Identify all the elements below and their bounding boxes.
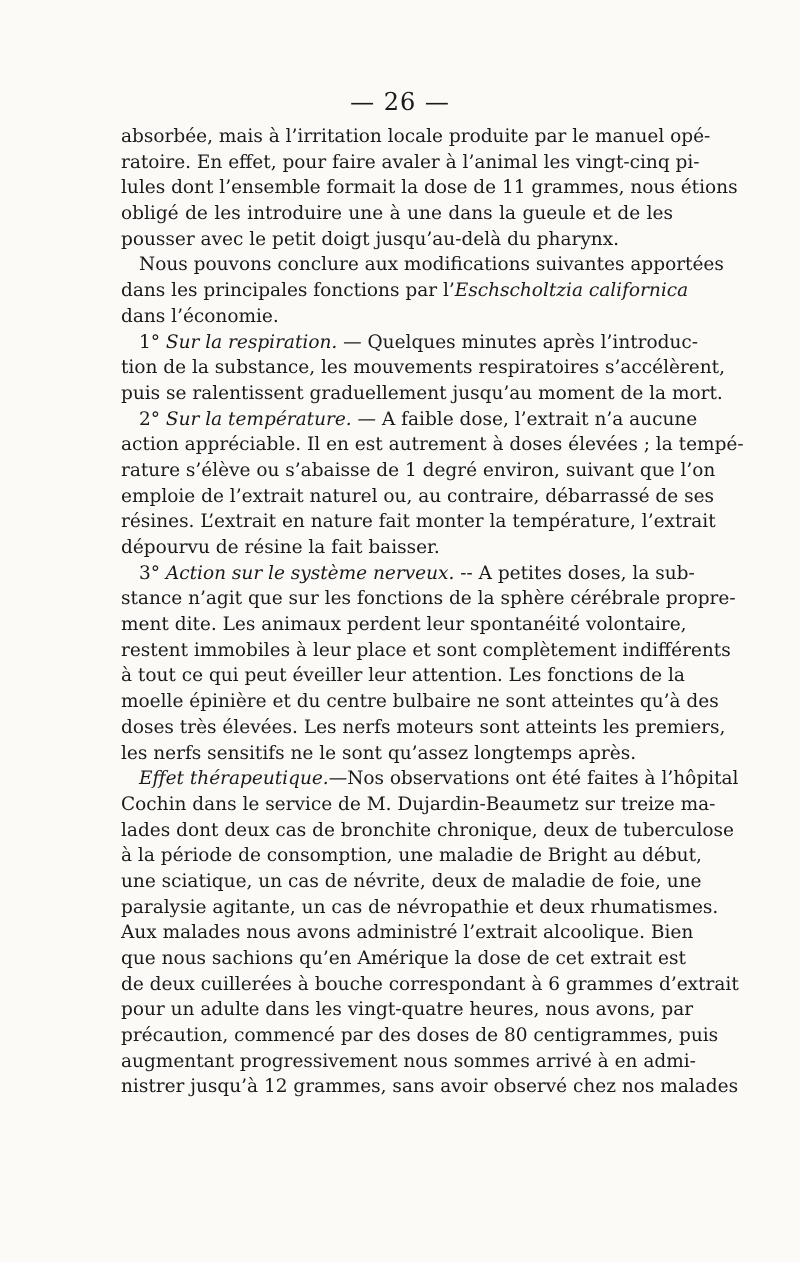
- line-text: —Nos observations ont été faites à l’hôpital: [328, 768, 739, 790]
- text-line: absorbée, mais à l’irritation locale produite par le manuel opé-: [121, 126, 711, 147]
- line-text: -- A petites doses, la sub-: [454, 562, 695, 584]
- text-line: Aux malades nous avons administré l’extrait alcoolique. Bien: [121, 922, 694, 944]
- text-line: [121, 407, 698, 433]
- text-line: obligé de les introduire une à une dans la gueule et de les: [121, 203, 673, 225]
- text-line: lades dont deux cas de bronchite chronique, deux de tuberculose: [121, 819, 734, 841]
- text-line: nistrer jusqu’à 12 grammes, sans avoir observé chez nos malades: [121, 1076, 739, 1098]
- line-text: — Quelques minutes après l’introduc-: [337, 331, 699, 353]
- text-line: résines. L’extrait en nature fait monter la température, l’extrait: [121, 511, 716, 533]
- text-line: [121, 278, 689, 304]
- italic-heading: Sur la température.: [165, 408, 352, 430]
- text-line: que nous sachions qu’en Amérique la dose de cet extrait est: [121, 948, 686, 969]
- line-text: 1°: [139, 331, 166, 353]
- line-text: — A faible dose, l’extrait n’a aucune: [351, 408, 698, 430]
- text-line: action appréciable. Il en est autrement à doses élevées ; la tempé-: [121, 434, 744, 456]
- italic-heading: Eschscholtzia californica: [454, 280, 689, 302]
- text-line: rature s’élève ou s’abaisse de 1 degré environ, suivant que l’on: [121, 459, 716, 481]
- text-line: tion de la substance, les mouvements respiratoires s’accélèrent,: [121, 357, 725, 379]
- text-line: dépourvu de résine la fait baisser.: [121, 537, 440, 558]
- text-line: stance n’agit que sur les fonctions de la sphère cérébrale propre-: [121, 588, 736, 610]
- text-line: doses très élevées. Les nerfs moteurs sont atteints les premiers,: [121, 716, 726, 738]
- text-line: paralysie agitante, un cas de névropathie et deux rhumatismes.: [121, 896, 719, 918]
- text-line: lules dont l’ensemble formait la dose de 11 grammes, nous étions: [121, 177, 738, 199]
- text-line: à la période de consomption, une maladie de Bright au début,: [121, 845, 702, 867]
- text-line: augmentant progressivement nous sommes arrivé à en admi-: [121, 1050, 696, 1072]
- body-text: [121, 124, 744, 1100]
- text-line: restent immobiles à leur place et sont complètement indifférents: [121, 639, 731, 661]
- text-line: précaution, commencé par des doses de 80 centigrammes, puis: [121, 1025, 719, 1047]
- text-line: ment dite. Les animaux perdent leur spontanéité volontaire,: [121, 614, 687, 636]
- text-line: pour un adulte dans les vingt-quatre heures, nous avons, par: [121, 999, 694, 1021]
- text-line: ratoire. En effet, pour faire avaler à l’animal les vingt-cinq pi-: [121, 151, 700, 173]
- line-text: 2°: [139, 408, 166, 430]
- italic-heading: Effet thérapeutique.: [139, 768, 329, 790]
- line-text: 3°: [139, 562, 166, 584]
- text-line: Nous pouvons conclure aux modifications suivantes apportées: [139, 254, 724, 276]
- text-line: moelle épinière et du centre bulbaire ne sont atteintes qu’à des: [121, 691, 719, 713]
- text-line: à tout ce qui peut éveiller leur attention. Les fonctions de la: [121, 665, 685, 687]
- text-line: Cochin dans le service de M. Dujardin-Beaumetz sur treize ma-: [121, 793, 716, 815]
- text-line: pousser avec le petit doigt jusqu’au-delà du pharynx.: [121, 228, 620, 250]
- text-line: [121, 330, 699, 356]
- italic-heading: Sur la respiration.: [165, 331, 338, 353]
- italic-heading: Action sur le système nerveux.: [165, 562, 455, 584]
- text-line: [121, 766, 739, 792]
- text-line: dans l’économie.: [121, 305, 279, 327]
- line-text: dans les principales fonctions par l’: [121, 280, 455, 302]
- text-line: puis se ralentissent graduellement jusqu’au moment de la mort.: [121, 382, 723, 404]
- text-line: les nerfs sensitifs ne le sont qu’assez longtemps après.: [121, 742, 637, 764]
- text-line: [121, 561, 695, 587]
- text-line: une sciatique, un cas de névrite, deux de maladie de foie, une: [121, 870, 702, 892]
- page-number: — 26 —: [350, 88, 450, 116]
- text-line: emploie de l’extrait naturel ou, au contraire, débarrassé de ses: [121, 485, 715, 507]
- text-line: de deux cuillerées à bouche correspondant à 6 grammes d’extrait: [121, 973, 739, 995]
